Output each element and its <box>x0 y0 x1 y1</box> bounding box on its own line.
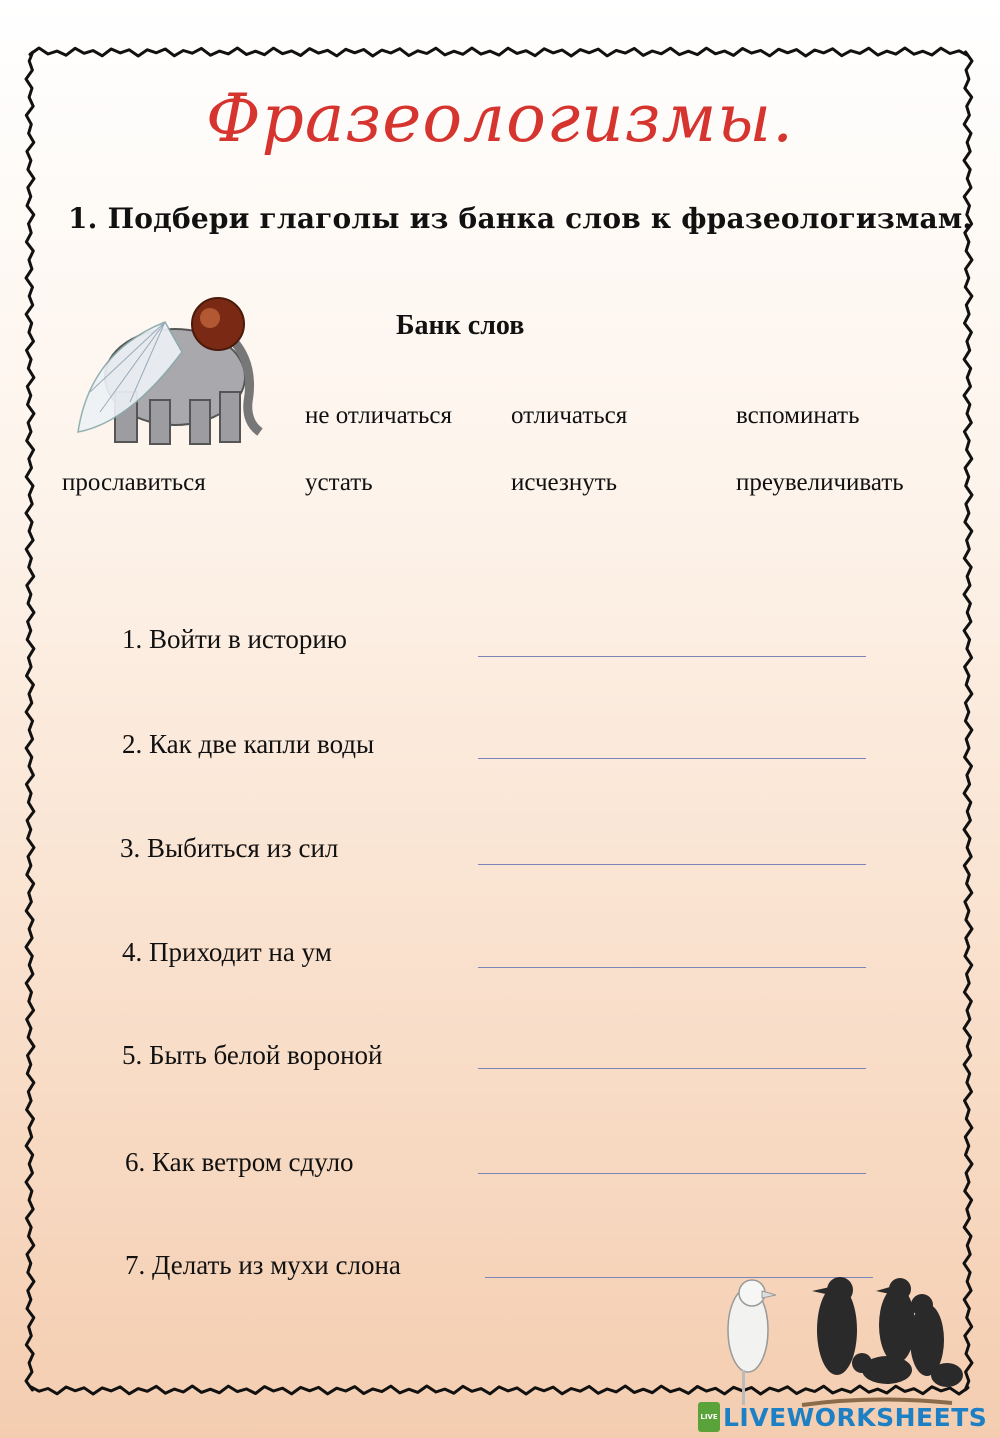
phrase-7: 7. Делать из мухи слона <box>125 1250 401 1280</box>
answer-field-3[interactable] <box>478 864 866 865</box>
phrase-3: 3. Выбиться из сил <box>120 833 339 863</box>
live-badge-text: LIVE <box>700 1413 718 1421</box>
word-bank-item: отличаться <box>511 402 628 429</box>
page-title: Фразеологизмы. <box>205 80 795 157</box>
word-bank-item: не отличаться <box>305 402 452 429</box>
answer-field-4[interactable] <box>478 967 866 968</box>
elephant-fly-illustration <box>70 282 270 452</box>
word-bank-item: исчезнуть <box>511 469 618 496</box>
answer-field-2[interactable] <box>478 758 866 759</box>
live-badge <box>698 1402 720 1432</box>
answer-field-1[interactable] <box>478 656 866 657</box>
word-bank-item: устать <box>305 469 373 496</box>
word-bank-item: преувеличивать <box>736 469 904 496</box>
brand-name: LIVEWORKSHEETS <box>723 1402 988 1432</box>
answer-field-5[interactable] <box>478 1068 866 1069</box>
word-bank-item: вспоминать <box>736 402 860 429</box>
phrase-1: 1. Войти в историю <box>122 624 347 654</box>
liveworksheets-logo <box>698 1400 987 1434</box>
answer-field-6[interactable] <box>478 1173 866 1174</box>
crows-illustration <box>712 1245 972 1415</box>
phrase-4: 4. Приходит на ум <box>122 937 332 967</box>
phrase-5: 5. Быть белой вороной <box>122 1040 383 1070</box>
phrase-6: 6. Как ветром сдуло <box>125 1147 354 1177</box>
word-bank-item: прославиться <box>62 469 206 496</box>
task-instruction: 1. Подбери глаголы из банка слов к фразеологизмам. <box>68 202 973 235</box>
phrase-2: 2. Как две капли воды <box>122 729 375 759</box>
word-bank-title: Банк слов <box>396 310 525 341</box>
